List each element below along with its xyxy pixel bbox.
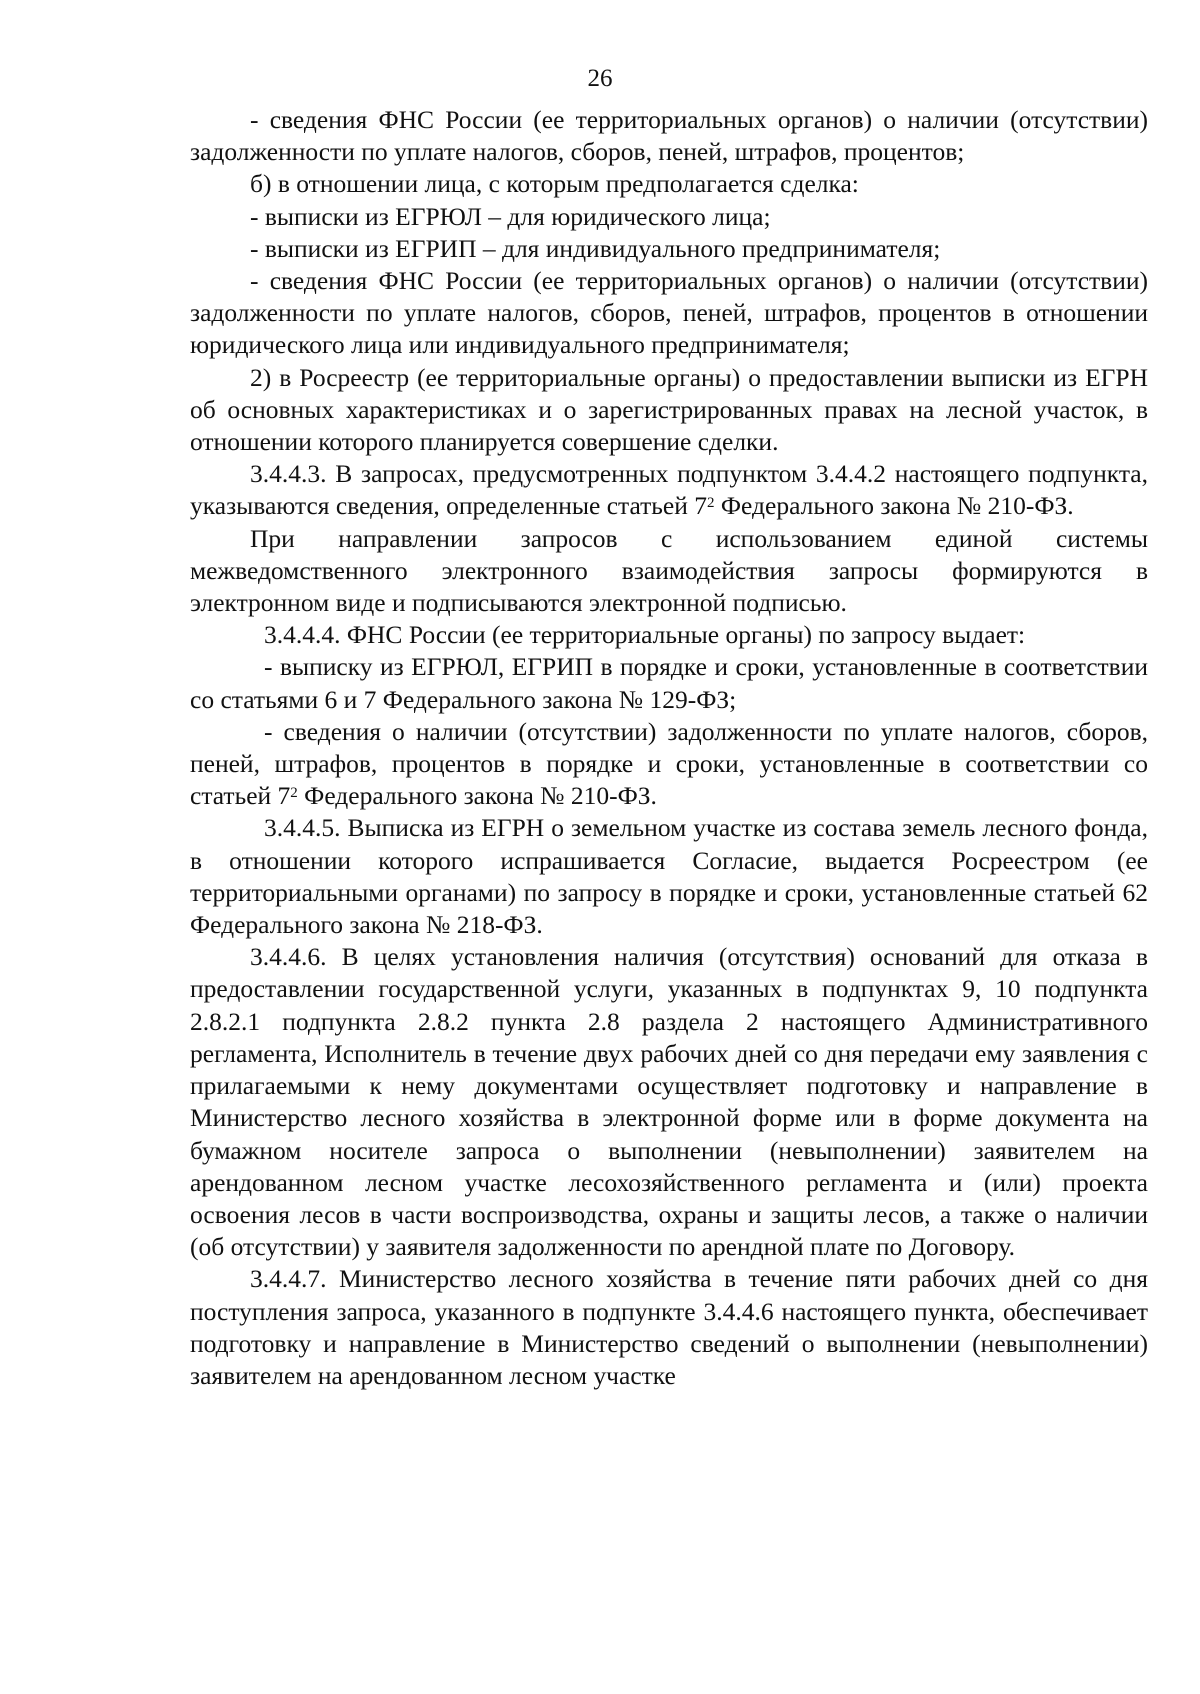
document-body [190,104,1148,1392]
paragraph-egrul-extract: - выписки из ЕГРЮЛ – для юридического лица; [250,201,771,231]
paragraph-3-4-4-6: 3.4.4.6. В целях установления наличия (отсутствия) оснований для отказа в предоставлении государственной услуги, указанных в подпунктах 9, 10 подпункта 2.8.2.1 подпункта 2.8.2 пункта 2.8 раздела 2 настоящего Административного регламента, Исполнитель в течение двух рабочих дней со дня передачи ему заявления с прилагаемыми к нему документами осуществляет подготовку и направление в Министерство лесного хозяйства в электронной форме или в форме документа на бумажном носителе запроса о выполнении (невыполнении) заявителем на арендованном лесном участке лесохозяйственного регламента и (или) проекта освоения лесов в части воспроизводства, охраны и защиты лесов, а также о наличии (об отсутствии) у заявителя задолженности по арендной плате по Договору. [190,942,1148,1262]
paragraph-subitem-b: б) в отношении лица, с которым предполагается сделка: [250,169,859,199]
paragraph-3-4-4-7: 3.4.4.7. Министерство лесного хозяйства в течение пяти рабочих дней со дня поступления запроса, указанного в подпункте 3.4.4.6 настоящего пункта, обеспечивает подготовку и направление в Министерство сведений о выполнении (невыполнении) заявителем на арендованном лесном участке [190,1264,1148,1390]
paragraph-debt-info-text-a: - сведения о наличии (отсутствии) задолженности по уплате налогов, сборов, пеней, штрафов, процентов в порядке и сроки, установленные в соответствии со статьей 7 [190,716,1148,811]
paragraph-egrul-egrip-issue: - выписку из ЕГРЮЛ, ЕГРИП в порядке и сроки, установленные в соответствии со статьями 6 и 7 Федерального закона № 129-ФЗ; [190,652,1148,714]
paragraph-fns-info-applicant: - сведения ФНС России (ее территориальных органов) о наличии (отсутствии) задолженности по уплате налогов, сборов, пеней, штрафов, процентов; [190,105,1148,167]
paragraph-rosreestr-request: 2) в Росреестр (ее территориальные органы) о предоставлении выписки из ЕГРН об основных характеристиках и о зарегистрированных правах на лесной участок, в отношении которого планируется совершение сделки. [190,362,1148,457]
paragraph-debt-info-text-b: Федерального закона № 210-ФЗ. [297,781,657,811]
superscript-2: 2 [707,495,715,512]
paragraph-3-4-4-5: 3.4.4.5. Выписка из ЕГРН о земельном участке из состава земель лесного фонда, в отношении которого испрашивается Согласие, выдается Росреестром (ее территориальными органами) по запросу в порядке и сроки, установленные статьей 62 Федерального закона № 218-ФЗ. [190,813,1148,940]
paragraph-3-4-4-3-text-b: Федерального закона № 210-ФЗ. [714,491,1074,521]
paragraph-egrip-extract: - выписки из ЕГРИП – для индивидуального предпринимателя; [250,233,941,263]
superscript-2: 2 [290,785,298,802]
paragraph-smev-requests: При направлении запросов с использованием единой системы межведомственного электронного взаимодействия запросы формируются в электронном виде и подписываются электронной подписью. [190,523,1148,618]
paragraph-debt-info-issue [190,716,1148,813]
paragraph-3-4-4-4: 3.4.4.4. ФНС России (ее территориальные органы) по запросу выдает: [264,620,1026,650]
paragraph-fns-info-counterparty: - сведения ФНС России (ее территориальных органов) о наличии (отсутствии) задолженности по уплате налогов, сборов, пеней, штрафов, процентов в отношении юридического лица или индивидуального предпринимателя; [190,266,1148,360]
paragraph-3-4-4-3 [190,458,1148,522]
paragraph-3-4-4-3-text-a: 3.4.4.3. В запросах, предусмотренных подпунктом 3.4.4.2 настоящего подпункта, указываются сведения, определенные статьей 7 [190,459,1148,521]
page-number: 26 [587,65,613,92]
